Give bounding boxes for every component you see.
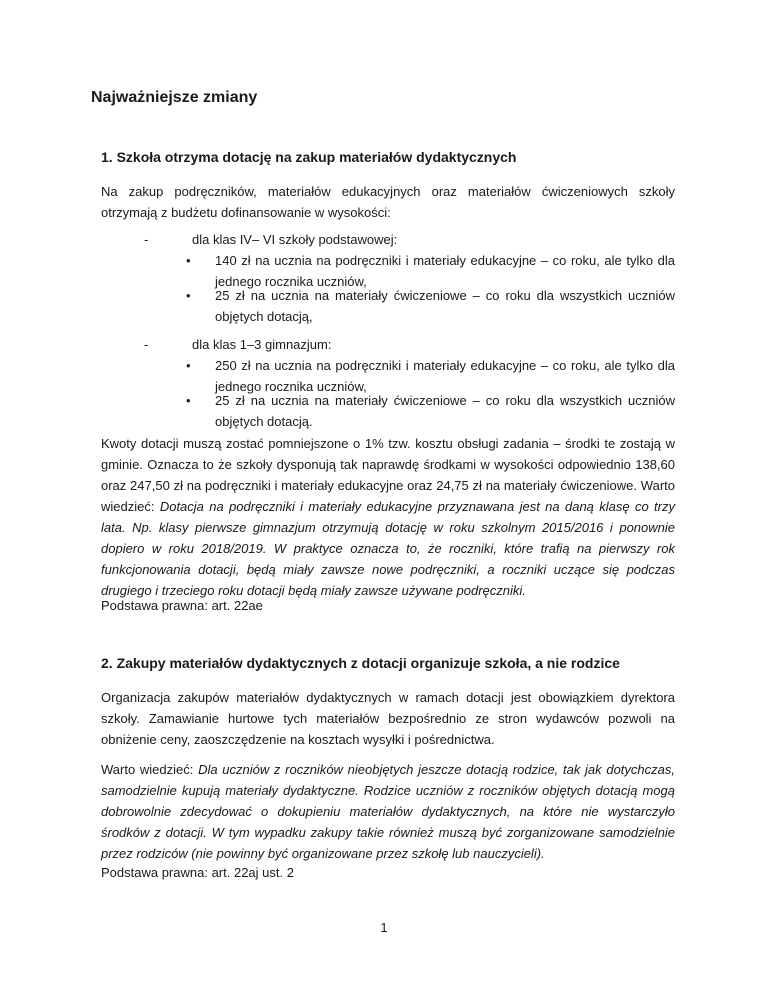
- note-label: Warto wiedzieć:: [101, 762, 199, 777]
- section-1-intro: Na zakup podręczników, materiałów edukacyjnych oraz materiałów ćwiczeniowych szkoły otrzymają z budżetu dofinansowanie w wysokości:: [101, 184, 675, 220]
- section-2-heading: 2. Zakupy materiałów dydaktycznych z dotacji organizuje szkoła, a nie rodzice: [101, 655, 620, 671]
- legal-basis: Podstawa prawna: art. 22aj ust. 2: [101, 865, 294, 880]
- section-2-paragraph: Organizacja zakupów materiałów dydaktycznych w ramach dotacji jest obowiązkiem dyrektora szkoły. Zamawianie hurtowe tych materiałów bezpośrednio ze stron wydawców pozwoli na obniżenie ceny, zaoszczędzenie na kosztach wysyłki i pośrednictwa.: [101, 690, 675, 747]
- section-1-paragraph: [101, 433, 675, 601]
- page-number: 1: [380, 920, 388, 935]
- list-item: 25 zł na ucznia na materiały ćwiczeniowe – co roku dla wszystkich uczniów objętych dotacją.: [215, 393, 675, 429]
- list-item: 250 zł na ucznia na podręczniki i materiały edukacyjne – co roku, ale tylko dla jednego rocznika uczniów,: [215, 358, 675, 394]
- bullet-icon: •: [186, 358, 191, 373]
- note-text: Dla uczniów z roczników nieobjętych jeszcze dotacją rodzice, tak jak dotychczas, samodzielnie kupują materiały dydaktyczne. Rodzice uczniów z roczników objętych dotacją mogą dobrowolnie zdecydować o dokupieniu materiałów dydaktycznych, na które nie wystarczyło środków z dotacji. W tym wypadku zakupy takie również muszą być zorganizowane samodzielnie przez rodziców (nie powinny być organizowane przez szkołę lub nauczycieli).: [101, 762, 675, 861]
- section-1-heading: 1. Szkoła otrzyma dotację na zakup materiałów dydaktycznych: [101, 149, 517, 165]
- page-title: Najważniejsze zmiany: [91, 89, 258, 106]
- list-item: 140 zł na ucznia na podręczniki i materiały edukacyjne – co roku, ale tylko dla jednego rocznika uczniów,: [215, 253, 675, 289]
- group-label: dla klas IV– VI szkoły podstawowej:: [192, 232, 398, 247]
- list-item: 25 zł na ucznia na materiały ćwiczeniowe – co roku dla wszystkich uczniów objętych dotacją,: [215, 288, 675, 324]
- legal-basis: Podstawa prawna: art. 22ae: [101, 598, 263, 613]
- list-dash: -: [144, 232, 149, 247]
- note-label: Warto wiedzieć:: [101, 478, 675, 514]
- paragraph-text: Kwoty dotacji muszą zostać pomniejszone o 1% tzw. kosztu obsługi zadania – środki te zostają w gminie. Oznacza to że szkoły dysponują tak naprawdę środkami w wysokości odpowiednio 138,60 oraz 247,50 zł na podręczniki i materiały edukacyjne oraz 24,75 zł na materiały ćwiczeniowe.: [101, 436, 675, 493]
- group-label: dla klas 1–3 gimnazjum:: [192, 337, 332, 352]
- section-2-note: [101, 759, 675, 864]
- bullet-icon: •: [186, 393, 191, 408]
- list-dash: -: [144, 337, 149, 352]
- bullet-icon: •: [186, 288, 191, 303]
- bullet-icon: •: [186, 253, 191, 268]
- note-text: Dotacja na podręczniki i materiały edukacyjne przyznawana jest na daną klasę co trzy lata. Np. klasy pierwsze gimnazjum otrzymują dotację w roku szkolnym 2015/2016 i ponownie dopiero w roku 2018/2019. W praktyce oznacza to, że roczniki, które trafią na pierwszy rok funkcjonowania dotacji, będą miały zawsze nowe podręczniki, a roczniki uczące się podczas drugiego i trzeciego roku dotacji będą miały zawsze używane podręczniki.: [101, 499, 675, 598]
